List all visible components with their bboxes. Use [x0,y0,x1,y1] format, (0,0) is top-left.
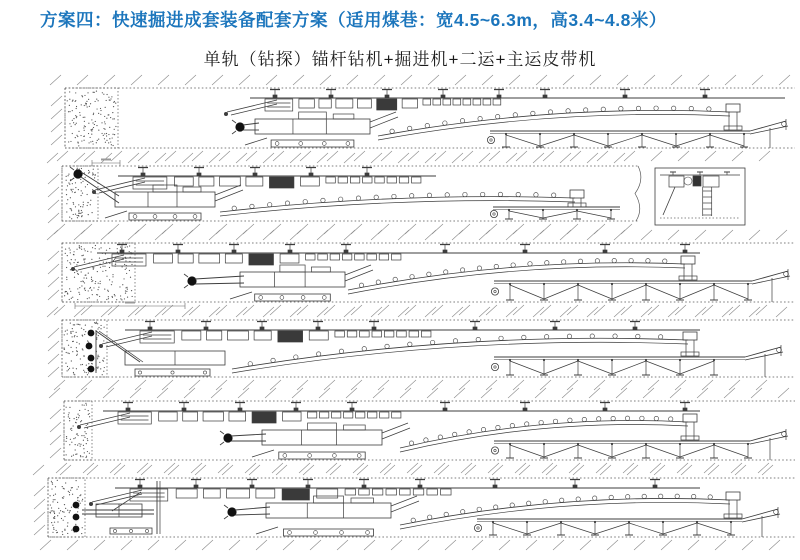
excavation-step-4-coal-face [62,320,107,377]
excavation-step-6-bridge-conveyor [400,494,730,529]
excavation-step-3 [47,230,795,315]
excavation-step-1-roadheader [232,112,398,147]
excavation-step-1-tunnel-outline [50,75,795,161]
excavation-step-1-coal-face [65,88,118,148]
excavation-step-2-cross-section-inset [655,168,745,225]
tunneling-sequence-diagram [0,70,800,560]
excavation-step-4 [47,307,795,390]
excavation-step-2-transfer-hopper [568,190,586,207]
excavation-step-6-monorail-drill-rig [89,479,700,506]
excavation-step-6-transfer-hopper [724,492,742,518]
excavation-step-5-transfer-hopper [681,414,699,440]
excavation-step-6-coal-face [48,478,85,537]
excavation-step-2 [47,153,745,234]
excavation-step-2-tunnel-outline [47,153,638,234]
excavation-step-5-tunnel-outline [49,388,795,473]
excavation-step-6-tunnel-outline [33,465,795,550]
excavation-step-2-monorail-drill-rig [92,167,436,194]
excavation-step-4-main-belt-conveyor [491,345,783,377]
excavation-step-1 [50,75,795,161]
excavation-step-5 [49,388,795,473]
excavation-step-6 [33,465,795,550]
page-title: 方案四：快速掘进成套装备配套方案（适用煤巷：宽4.5~6.3m，高3.4~4.8米） [40,10,667,30]
excavation-step-5-main-belt-conveyor [491,429,788,460]
excavation-step-1-main-belt-conveyor [487,119,788,148]
excavation-step-4-anchor-bolter [86,330,225,376]
excavation-step-3-bridge-conveyor [348,258,685,294]
excavation-step-6-roadheader [224,496,419,536]
excavation-step-2-dimension [92,159,120,167]
excavation-step-2-main-belt-conveyor [490,207,620,219]
excavation-step-3-main-belt-conveyor [491,269,790,302]
excavation-step-1-bridge-conveyor [378,106,730,140]
excavation-step-1-transfer-hopper [724,104,742,130]
excavation-step-5-coal-face [64,401,92,460]
excavation-step-4-monorail-drill-rig [99,321,700,348]
excavation-step-2-break-line [635,166,641,221]
excavation-step-2-bridge-conveyor [220,192,575,216]
excavation-step-3-tunnel-outline [47,230,795,315]
excavation-step-5-roadheader [220,423,410,459]
excavation-step-3-roadheader [184,265,373,301]
equipment-combination-subtitle: 单轨（钻探）锚杆钻机+掘进机+二运+主运皮带机 [203,50,597,69]
excavation-step-4-tunnel-outline [47,307,795,390]
excavation-step-6-main-belt-conveyor [474,507,780,537]
